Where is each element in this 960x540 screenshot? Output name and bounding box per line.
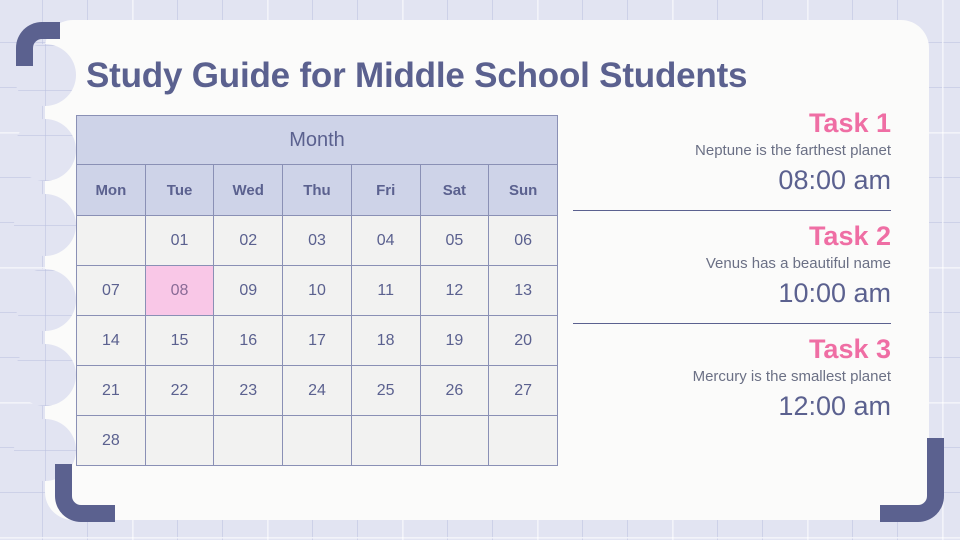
calendar-day-cell[interactable]: 05	[420, 216, 489, 266]
calendar-day-cell[interactable]: 28	[77, 416, 146, 466]
calendar-body	[77, 216, 558, 466]
calendar-month-label: Month	[77, 116, 558, 165]
card-notch	[14, 194, 76, 256]
task-title: Task 2	[808, 221, 891, 252]
decorative-bracket-top-left	[16, 22, 76, 94]
calendar-day-cell[interactable]: 22	[145, 366, 214, 416]
calendar-dow-wed: Wed	[214, 165, 283, 216]
calendar-dow-fri: Fri	[351, 165, 420, 216]
calendar-day-cell[interactable]: 14	[77, 316, 146, 366]
calendar-day-cell[interactable]	[489, 416, 558, 466]
calendar-dow-sun: Sun	[489, 165, 558, 216]
calendar-day-cell[interactable]: 20	[489, 316, 558, 366]
task-time: 08:00 am	[778, 165, 891, 196]
task-item[interactable]	[573, 323, 891, 428]
calendar-day-cell[interactable]: 15	[145, 316, 214, 366]
calendar-dow-mon: Mon	[77, 165, 146, 216]
calendar-day-cell[interactable]: 06	[489, 216, 558, 266]
calendar-week-row	[77, 416, 558, 466]
calendar-day-cell[interactable]: 25	[351, 366, 420, 416]
task-description: Neptune is the farthest planet	[695, 142, 891, 160]
calendar-day-cell[interactable]	[351, 416, 420, 466]
calendar-day-cell[interactable]	[283, 416, 352, 466]
task-description: Mercury is the smallest planet	[692, 368, 891, 386]
calendar-week-row	[77, 216, 558, 266]
calendar-day-cell[interactable]: 18	[351, 316, 420, 366]
calendar-head	[77, 116, 558, 216]
calendar-day-cell[interactable]: 26	[420, 366, 489, 416]
calendar-day-cell[interactable]: 11	[351, 266, 420, 316]
task-time: 12:00 am	[778, 391, 891, 422]
task-time: 10:00 am	[778, 278, 891, 309]
decorative-bracket-bottom-right	[868, 426, 944, 522]
card-notch	[14, 344, 76, 406]
task-item[interactable]	[573, 108, 891, 202]
calendar-day-cell[interactable]: 04	[351, 216, 420, 266]
calendar-day-cell[interactable]: 03	[283, 216, 352, 266]
calendar-month-row	[77, 116, 558, 165]
page-title: Study Guide for Middle School Students	[86, 56, 748, 95]
calendar-day-cell[interactable]: 17	[283, 316, 352, 366]
task-item[interactable]	[573, 210, 891, 315]
calendar-day-cell[interactable]: 19	[420, 316, 489, 366]
calendar-week-row	[77, 266, 558, 316]
calendar-day-cell[interactable]: 27	[489, 366, 558, 416]
calendar-day-cell[interactable]	[145, 416, 214, 466]
calendar-day-cell[interactable]: 13	[489, 266, 558, 316]
calendar-day-cell[interactable]: 12	[420, 266, 489, 316]
calendar-week-row	[77, 316, 558, 366]
calendar-day-cell[interactable]	[77, 216, 146, 266]
decorative-bracket-bottom-left	[55, 452, 127, 522]
task-description: Venus has a beautiful name	[705, 255, 891, 273]
calendar-day-cell[interactable]: 23	[214, 366, 283, 416]
card-notch	[14, 269, 76, 331]
calendar-week-row	[77, 366, 558, 416]
calendar-day-cell[interactable]: 07	[77, 266, 146, 316]
task-list	[573, 108, 891, 428]
calendar-day-cell[interactable]	[214, 416, 283, 466]
calendar-day-cell[interactable]	[420, 416, 489, 466]
calendar-dow-row	[77, 165, 558, 216]
calendar-day-cell[interactable]: 02	[214, 216, 283, 266]
calendar-dow-sat: Sat	[420, 165, 489, 216]
calendar-dow-thu: Thu	[283, 165, 352, 216]
calendar-day-cell[interactable]: 21	[77, 366, 146, 416]
card-notch	[14, 119, 76, 181]
calendar-day-cell[interactable]: 09	[214, 266, 283, 316]
calendar-day-cell[interactable]: 24	[283, 366, 352, 416]
task-title: Task 1	[808, 108, 891, 138]
calendar-dow-tue: Tue	[145, 165, 214, 216]
calendar-day-cell[interactable]: 01	[145, 216, 214, 266]
calendar-table	[76, 115, 558, 466]
task-title: Task 3	[808, 334, 891, 365]
calendar-day-cell-selected[interactable]: 08	[145, 266, 214, 316]
calendar-day-cell[interactable]: 16	[214, 316, 283, 366]
calendar-day-cell[interactable]: 10	[283, 266, 352, 316]
